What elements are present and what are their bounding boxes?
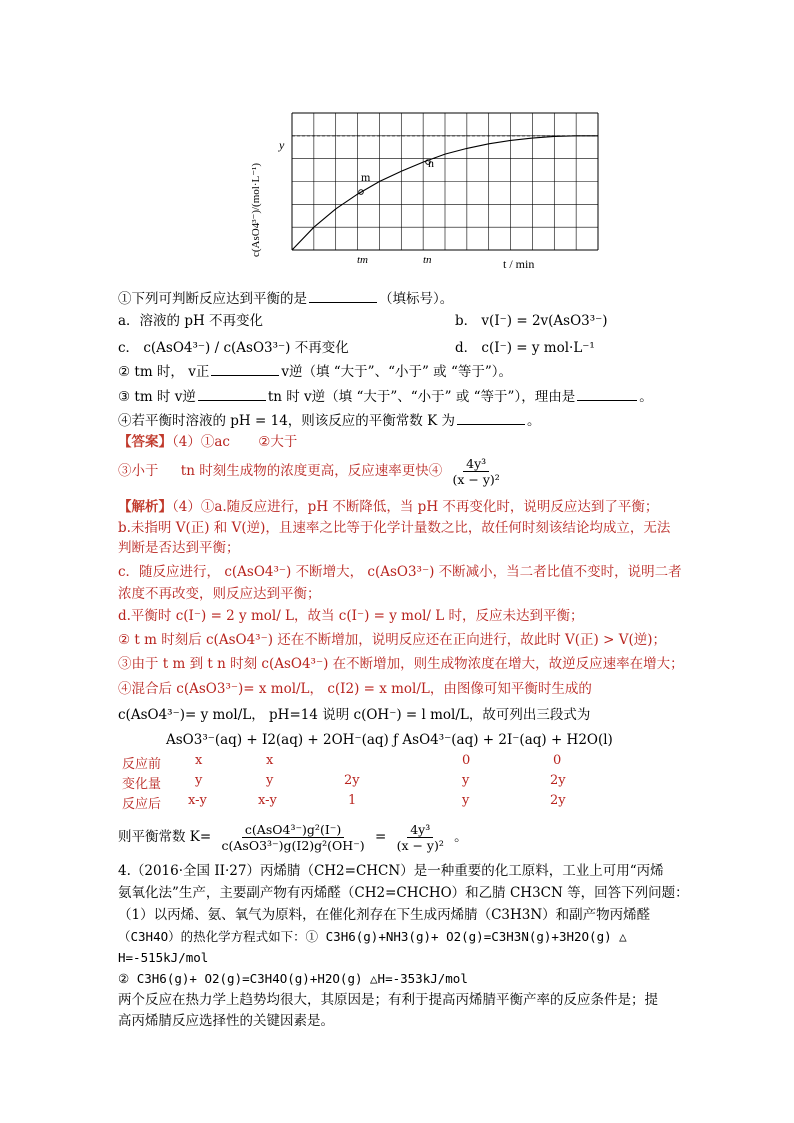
y-axis-label: c(AsO4³⁻)/(mol·L⁻¹) (250, 163, 262, 257)
point-label-n: n (428, 156, 434, 170)
cell: x-y (188, 793, 207, 808)
cell: 2y (550, 773, 566, 788)
point-label-m: m (361, 170, 371, 184)
analysis-line-4: c．随反应进行， c(AsO4³⁻) 不断增大， c(AsO3³⁻) 不断减小，当二者比值不变时，说明二者 (118, 564, 682, 580)
q4-line-7: 两个反应在热力学上趋势均很大，其原因是；有利于提高丙烯腈平衡产率的反应条件是；提 (118, 992, 658, 1008)
q4-line-4: （C3H4O）的热化学方程式如下：① C3H6(g)+NH3(g)+ O2(g)=C3H3N(g)+3H2O(g) △ (118, 929, 627, 944)
cell: x (195, 753, 203, 768)
concentration-time-chart (245, 100, 615, 275)
reaction-equation: AsO3³⁻(aq) + I2(aq) + 2OH⁻(aq) ƒ AsO4³⁻(aq) + 2I⁻(aq) + H2O(l) (166, 732, 613, 748)
cell: y (462, 773, 470, 788)
x-axis-label: t / min (503, 257, 535, 271)
answer-line-1: 【答案】（4）①ac ②大于 (118, 434, 298, 450)
stage-label-change: 变化量 (122, 777, 162, 792)
cell: 2y (344, 773, 360, 788)
question-1: ①下列可判断反应达到平衡的是 （填标号）。 (118, 291, 454, 307)
analysis-line-1: 【解析】（4）①a.随反应进行，pH 不断降低，当 pH 不再变化时，说明反应达到了平衡； (118, 499, 659, 515)
q4-line-5: H=-515kJ/mol (118, 950, 209, 965)
k-result-fraction: $\frac{\text{4y³}}{\text{(x − y)²}}$ (396, 822, 444, 853)
analysis-line-9: ④混合后 c(AsO3³⁻)= x mol/L， c(I2) = x mol/L，由图像可知平衡时生成的 (118, 681, 592, 697)
cell: 0 (553, 753, 562, 768)
answer-k-fraction: $\frac{\text{4y³}}{\text{(x − y)²}}$ (452, 456, 500, 487)
question-3: ③ tm 时 v逆 tn 时 v逆（填 “大于”、“小于” 或 “等于”），理由是 。 (118, 389, 653, 405)
analysis-line-6: d.平衡时 c(I⁻) = 2 y mol/ L，故当 c(I⁻) = y mol/ L 时，反应未达到平衡； (118, 608, 584, 624)
q4-line-1: 4.（2016·全国 II·27）丙烯腈（CH2=CHCN）是一种重要的化工原料，工业上可用“丙烯 (118, 863, 664, 879)
tick-label-tn: tn (423, 254, 432, 266)
answer-line-2: ③小于 tn 时刻生成物的浓度更高，反应速率更快④ $\frac{\text{4y³}}{\text{(x − y)²}}$ (118, 456, 506, 487)
stage-label-after: 反应后 (122, 797, 162, 812)
stage-label-before: 反应前 (122, 757, 162, 772)
chart-grid (292, 113, 598, 250)
question-4: ④若平衡时溶液的 pH = 14，则该反应的平衡常数 K 为 。 (118, 413, 541, 429)
cell: x-y (258, 793, 277, 808)
option-c: c． c(AsO4³⁻) / c(AsO3³⁻) 不再变化 (118, 340, 349, 356)
q4-line-3: （1）以丙烯、氨、氧气为原料，在催化剂存在下生成丙烯腈（C3H3N）和副产物丙烯醛 (118, 907, 651, 923)
tick-label-tm: tm (357, 254, 368, 266)
cell: 0 (462, 753, 471, 768)
option-a: a．溶液的 pH 不再变化 (118, 313, 264, 329)
cell: 2y (550, 793, 566, 808)
cell: x (266, 753, 274, 768)
analysis-line-3: 判断是否达到平衡； (118, 540, 240, 556)
question-2: ② tm 时， v正 v逆（填 “大于”、“小于” 或 “等于”）。 (118, 364, 513, 380)
equilibrium-constant-line: 则平衡常数 K= $\frac{\text{c(AsO4³⁻)g²(I⁻)}}{\text{c(AsO3³⁻)g(I2)g²(OH⁻)}}$ = $\frac{\text{4y³}}{\text{(x − y)²}}$ 。 (118, 822, 468, 853)
analysis-line-8: ③由于 t m 到 t n 时刻 c(AsO4³⁻) 在不断增加，则生成物浓度在增大，故逆反应速率在增大； (118, 656, 684, 672)
analysis-line-2: b.未指明 V(正) 和 V(逆)，且速率之比等于化学计量数之比，故任何时刻该结论均成立，无法 (118, 520, 671, 536)
cell: y (266, 773, 274, 788)
cell: y (462, 793, 470, 808)
cell: y (195, 773, 203, 788)
analysis-line-5: 浓度不再改变，则反应达到平衡； (118, 586, 321, 602)
analysis-line-10: c(AsO4³⁻)= y mol/L， pH=14 说明 c(OH⁻) = l mol/L，故可列出三段式为 (118, 707, 591, 723)
cell: 1 (348, 793, 357, 808)
analysis-line-7: ② t m 时刻后 c(AsO4³⁻) 还在不断增加，说明反应还在正向进行，故此时 V(正) > V(逆)； (118, 632, 667, 648)
q4-line-8: 高丙烯腈反应选择性的关键因素是。 (118, 1013, 334, 1029)
q4-line-2: 氨氧化法”生产，主要副产物有丙烯醛（CH2=CHCHO）和乙腈 CH3CN 等，回答下列问题： (118, 885, 689, 901)
k-expression-fraction: $\frac{\text{c(AsO4³⁻)g²(I⁻)}}{\text{c(AsO3³⁻)g(I2)g²(OH⁻)}}$ (221, 822, 365, 853)
y-level-label: y (279, 138, 285, 152)
option-d: d． c(I⁻) = y mol·L⁻¹ (455, 340, 595, 356)
option-b: b． v(I⁻) = 2v(AsO3³⁻) (455, 313, 608, 329)
q4-line-6: ② C3H6(g)+ O2(g)=C3H4O(g)+H2O(g) △H=-353kJ/mol (118, 971, 468, 986)
